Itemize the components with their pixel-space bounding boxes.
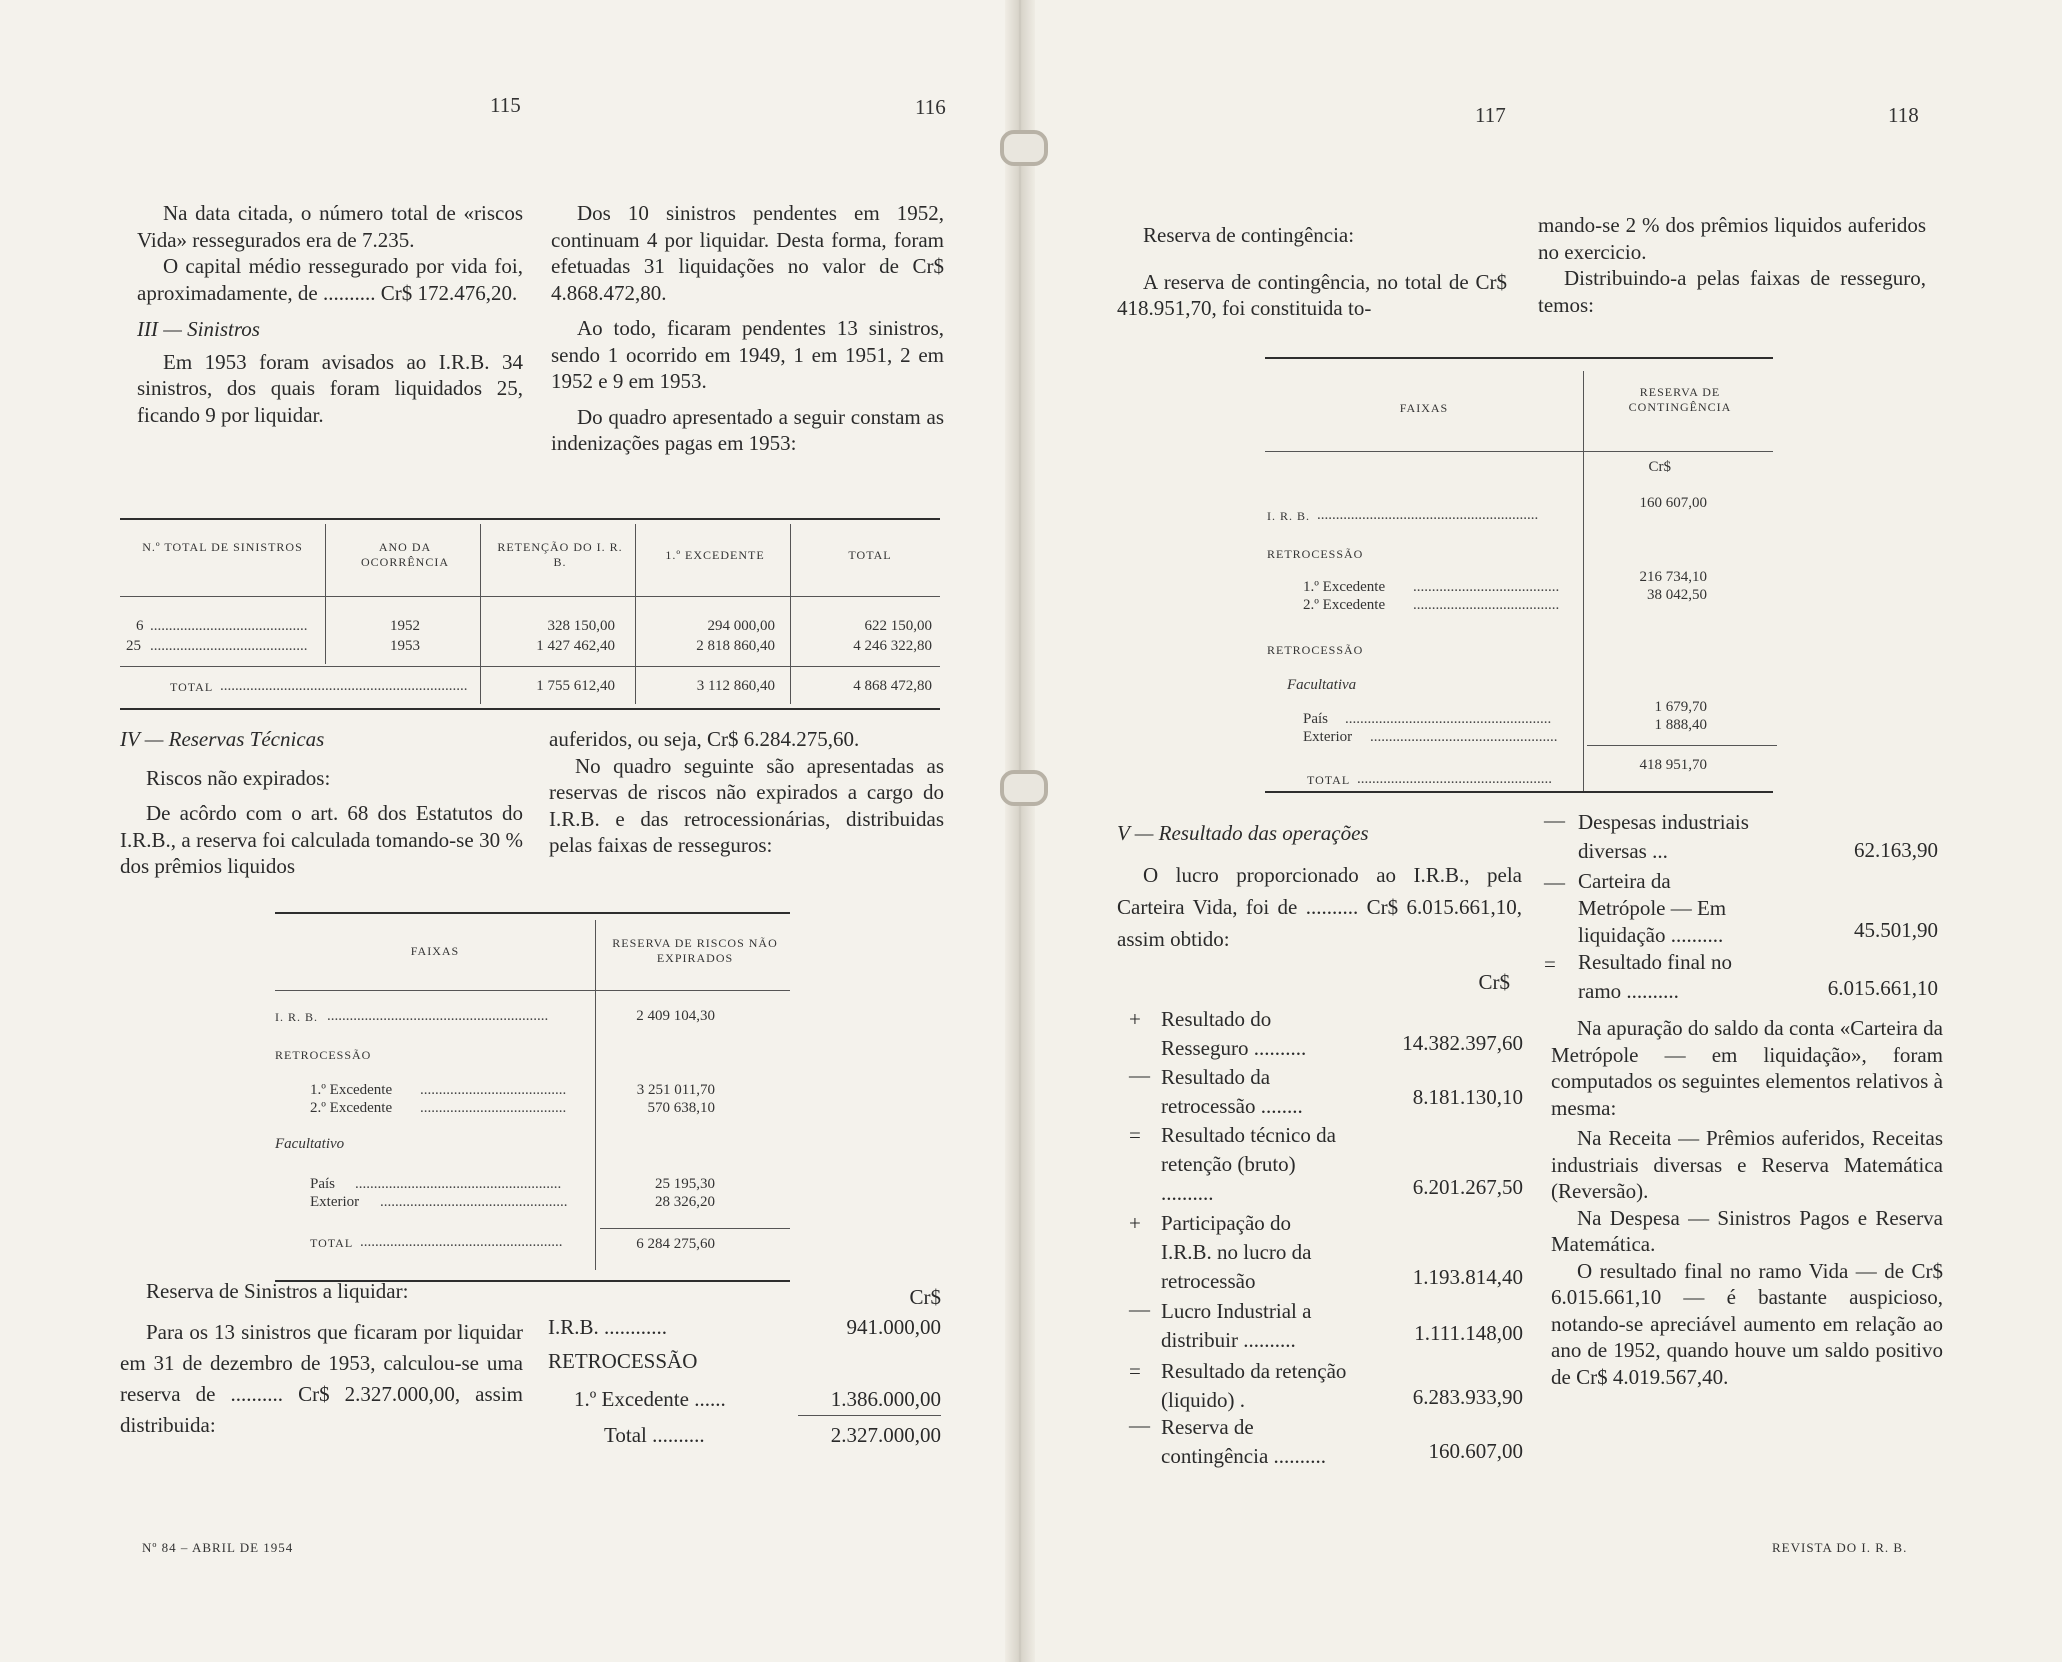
item-value: 62.163,90 — [1854, 838, 1938, 862]
resultado-conclusion — [1551, 1015, 1943, 1390]
leader-dots: .................................................................. — [220, 678, 468, 694]
resultado-items — [1125, 1005, 1525, 1473]
item-value: 6.201.267,50 — [1412, 1175, 1523, 1199]
sign-glyph: = — [1544, 952, 1556, 976]
row-label: 1.º Excedente — [1303, 579, 1386, 595]
list-item — [1540, 868, 1940, 948]
page-number: 117 — [1475, 103, 1506, 127]
list-item — [1125, 1121, 1525, 1209]
footer-issue: Nº 84 – ABRIL DE 1954 — [142, 1540, 294, 1555]
paragraph: Dos 10 sinistros pendentes em 1952, continuam 4 por liquidar. Desta forma, foram efetuadas 31 liquidações no valor de Cr$ 4.868.472,80. — [551, 201, 944, 305]
paragraph: O capital médio ressegurado por vida foi, aproximadamente, de .......... Cr$ 172.476,20. — [137, 254, 523, 305]
paragraph: De acôrdo com o art. 68 dos Estatutos do I.R.B., a reserva foi calculada tomando-se 30 % dos prêmios liquidos — [120, 801, 523, 878]
table-cell: 1 427 462,40 — [536, 638, 615, 654]
table-cell: 6 — [136, 618, 144, 634]
sinistros-liquidar-list — [548, 1285, 944, 1455]
list-item — [1125, 1297, 1525, 1357]
table-cell: 28 326,20 — [655, 1194, 715, 1210]
currency-label: Cr$ — [1478, 970, 1510, 994]
table-cell: 3 112 860,40 — [696, 678, 775, 694]
table-cell: 1 755 612,40 — [536, 678, 615, 694]
leader-dots: ...................................................... — [360, 1234, 563, 1250]
total-label: TOTAL — [310, 1236, 354, 1250]
paragraph: O lucro proporcionado ao I.R.B., pela Carteira Vida, foi de .......... Cr$ 6.015.661,10, assim obtido: — [1117, 862, 1522, 951]
column-115 — [137, 200, 523, 428]
paragraph: Na data citada, o número total de «riscos Vida» ressegurados era de 7.235. — [137, 201, 523, 252]
table-cell: 4 246 322,80 — [853, 638, 932, 654]
paragraph: Distribuindo-a pelas faixas de resseguro, temos: — [1538, 266, 1926, 317]
leader-dots: .................................................. — [1370, 729, 1558, 745]
table-cell: 25 195,30 — [655, 1176, 715, 1192]
item-label: Resultado do Resseguro .......... — [1161, 1007, 1307, 1060]
binding-ring-icon — [1000, 130, 1048, 166]
list-item — [1125, 1413, 1525, 1473]
paragraph: mando-se 2 % dos prêmios liquidos auferidos no exercicio. — [1538, 213, 1926, 264]
leader-dots: ....................................... — [1413, 579, 1560, 595]
paragraph: Em 1953 foram avisados ao I.R.B. 34 sinistros, dos quais foram liquidados 25, ficando 9 por liquidar. — [137, 349, 523, 427]
sign-glyph: + — [1129, 1211, 1141, 1235]
total-label: TOTAL — [1307, 773, 1351, 787]
list-item — [1125, 1005, 1525, 1063]
row-label: RETROCESSÃO — [548, 1349, 698, 1373]
leader-dots: ....................................................... — [355, 1176, 562, 1192]
leader-dots: .................................................... — [1357, 771, 1552, 787]
list-item — [1125, 1357, 1525, 1413]
paragraph: No quadro seguinte são apresentadas as reservas de riscos não expirados a cargo do I.R.B. e das retrocessionárias, distribuidas pelas faixas de resseguros: — [549, 753, 944, 857]
leader-dots: ....................................... — [420, 1082, 567, 1098]
resultado-intro — [1117, 820, 1522, 955]
paragraph: A reserva de contingência, no total de Cr$ 418.951,70, foi constituida to- — [1117, 269, 1507, 320]
table-cell: 622 150,00 — [864, 618, 932, 634]
row-label: RETROCESSÃO — [1267, 643, 1364, 657]
row-value: 1.386.000,00 — [830, 1387, 941, 1411]
item-label: Reserva de contingência .......... — [1161, 1415, 1327, 1468]
leader-dots: .......................................... — [150, 638, 308, 654]
item-value: 8.181.130,10 — [1412, 1085, 1523, 1109]
leader-dots: ....................................................... — [1345, 711, 1552, 727]
currency-label: Cr$ — [1648, 459, 1671, 475]
table-cell: 25 — [126, 638, 141, 654]
column-header: 1.º EXCEDENTE — [665, 548, 765, 562]
reservas-column — [120, 726, 523, 880]
row-label: Exterior — [1303, 729, 1353, 745]
item-value: 1.193.814,40 — [1412, 1265, 1523, 1289]
item-value: 45.501,90 — [1854, 918, 1938, 942]
footer-title: REVISTA DO I. R. B. — [1772, 1540, 1908, 1555]
binding-ring-icon — [1000, 770, 1048, 806]
table-cell: 570 638,10 — [647, 1100, 715, 1116]
list-item — [1540, 808, 1940, 868]
sign-glyph: — — [1129, 1063, 1150, 1087]
page-number: 115 — [490, 93, 521, 117]
column-header: N.º TOTAL DE SINISTROS — [142, 540, 303, 554]
item-value: 6.015.661,10 — [1827, 976, 1938, 1000]
subheading: Reserva de contingência: — [1143, 223, 1355, 247]
item-value: 1.111.148,00 — [1414, 1321, 1523, 1345]
paragraph: Ao todo, ficaram pendentes 13 sinistros, sendo 1 ocorrido em 1949, 1 em 1951, 2 em 1952 e 9 em 1953. — [551, 316, 944, 393]
column-header: ANO DA OCORRÊNCIA — [360, 540, 449, 569]
table-cell: 418 951,70 — [1639, 757, 1707, 773]
row-label: País — [1303, 711, 1329, 727]
leader-dots: ........................................................... — [327, 1008, 549, 1024]
contingencia-table — [1265, 357, 1780, 797]
leader-dots: .......................................... — [150, 618, 308, 634]
item-label: Lucro Industrial a distribuir .......... — [1161, 1299, 1312, 1352]
row-label: RETROCESSÃO — [275, 1048, 372, 1062]
table-cell: 216 734,10 — [1639, 569, 1707, 585]
total-label: TOTAL — [170, 680, 214, 694]
subheading: Reserva de Sinistros a liquidar: — [146, 1279, 409, 1303]
row-label: Facultativa — [1287, 677, 1357, 693]
sign-glyph: + — [1129, 1007, 1141, 1031]
item-label: Resultado da retrocessão ........ — [1161, 1065, 1303, 1118]
sign-glyph: — — [1544, 870, 1565, 894]
row-label: País — [310, 1176, 336, 1192]
table-cell: 2 818 860,40 — [696, 638, 775, 654]
table-cell: 3 251 011,70 — [636, 1082, 715, 1098]
leader-dots: ....................................... — [1413, 597, 1560, 613]
sign-glyph: — — [1129, 1413, 1150, 1437]
column-118 — [1538, 212, 1926, 318]
sinistros-liquidar-column — [120, 1278, 523, 1441]
leader-dots: .................................................. — [380, 1194, 568, 1210]
table-cell: 6 284 275,60 — [636, 1236, 715, 1252]
leader-dots: ....................................... — [420, 1100, 567, 1116]
column-header: RESERVA DE RISCOS NÃO EXPIRADOS — [612, 936, 778, 965]
sinistros-table — [120, 518, 940, 708]
paragraph: O resultado final no ramo Vida — de Cr$ 6.015.661,10 — é bastante auspicioso, notando-se apreciável aumento em relação ao ano de 1952, quando houve um saldo positivo de Cr$ 4.019.567,40. — [1551, 1258, 1943, 1389]
sign-glyph: — — [1129, 1297, 1150, 1321]
table-cell: 38 042,50 — [1647, 587, 1707, 603]
row-label: 2.º Excedente — [1303, 597, 1386, 613]
column-116 — [551, 200, 944, 457]
item-value: 6.283.933,90 — [1412, 1385, 1523, 1409]
section-heading: IV — Reservas Técnicas — [120, 727, 325, 751]
item-label: Despesas industriais diversas ... — [1578, 810, 1749, 863]
column-header: FAIXAS — [410, 944, 460, 958]
column-header: RESERVA DE CONTINGÊNCIA — [1628, 385, 1732, 414]
table-cell: 1 888,40 — [1654, 717, 1707, 733]
page-number: 116 — [915, 95, 946, 119]
row-label: 1.º Excedente — [310, 1082, 393, 1098]
paragraph: Na apuração do saldo da conta «Carteira da Metrópole — em liquidação», foram computados os seguintes elementos relativos à mesma: — [1551, 1016, 1943, 1120]
row-value: 2.327.000,00 — [830, 1423, 941, 1447]
table-cell: 1 679,70 — [1654, 699, 1707, 715]
column-header: RETENÇÃO DO I. R. B. — [497, 540, 623, 569]
item-value: 14.382.397,60 — [1402, 1031, 1523, 1055]
row-value: 941.000,00 — [846, 1315, 941, 1339]
column-header: TOTAL — [848, 548, 892, 562]
sign-glyph: — — [1544, 808, 1565, 832]
sign-glyph: = — [1129, 1359, 1141, 1383]
table-cell: 1952 — [390, 618, 420, 634]
section-heading: V — Resultado das operações — [1117, 821, 1369, 845]
row-label: I. R. B. — [1267, 509, 1311, 523]
section-heading: III — Sinistros — [137, 317, 260, 341]
row-label: RETROCESSÃO — [1267, 547, 1364, 561]
row-label: 1.º Excedente ...... — [574, 1387, 726, 1411]
page-number: 118 — [1888, 103, 1919, 127]
column-header: FAIXAS — [1399, 401, 1449, 415]
subheading: Riscos não expirados: — [146, 765, 331, 790]
leader-dots: ........................................................... — [1317, 507, 1539, 523]
table-cell: 328 150,00 — [547, 618, 615, 634]
item-value: 160.607,00 — [1428, 1439, 1523, 1463]
row-label: Exterior — [310, 1194, 360, 1210]
paragraph: Do quadro apresentado a seguir constam as indenizações pagas em 1953: — [551, 404, 944, 455]
paragraph: Para os 13 sinistros que ficaram por liquidar em 31 de dezembro de 1953, calculou-se uma reserva de .......... Cr$ 2.327.000,00, assim distribuida: — [120, 1319, 523, 1437]
table-cell: 160 607,00 — [1639, 495, 1707, 511]
row-label: Facultativo — [275, 1136, 345, 1152]
item-label: Resultado da retenção (liquido) . — [1161, 1359, 1347, 1412]
item-label: Carteira da Metrópole — Em liquidação .......... — [1578, 869, 1727, 947]
row-label: I. R. B. — [275, 1010, 319, 1024]
sign-glyph: = — [1129, 1123, 1141, 1147]
binding-gutter — [1005, 0, 1035, 1662]
table-cell: 1953 — [390, 638, 420, 654]
row-label: 2.º Excedente — [310, 1100, 393, 1116]
table-cell: 294 000,00 — [707, 618, 775, 634]
reservas-column-right — [549, 726, 944, 859]
item-label: Participação do I.R.B. no lucro da retrocessão — [1161, 1211, 1312, 1293]
row-label: Total .......... — [604, 1423, 705, 1447]
column-117 — [1117, 222, 1507, 322]
item-label: Resultado técnico da retenção (bruto) .......... — [1161, 1123, 1336, 1205]
table-cell: 2 409 104,30 — [636, 1008, 715, 1024]
resultado-items-right — [1540, 808, 1940, 1008]
paragraph: Na Receita — Prêmios auferidos, Receitas industriais diversas e Reserva Matemática (Reversão). — [1551, 1126, 1943, 1203]
table-cell: 4 868 472,80 — [853, 678, 932, 694]
row-label: I.R.B. ............ — [548, 1315, 668, 1339]
paragraph: auferidos, ou seja, Cr$ 6.284.275,60. — [549, 727, 860, 751]
list-item — [1125, 1063, 1525, 1121]
currency-label: Cr$ — [909, 1285, 941, 1309]
paragraph: Na Despesa — Sinistros Pagos e Reserva Matemática. — [1551, 1205, 1943, 1256]
list-item — [1540, 948, 1940, 1008]
list-item — [1125, 1209, 1525, 1297]
item-label: Resultado final no ramo .......... — [1578, 950, 1732, 1003]
riscos-table — [275, 912, 790, 1282]
